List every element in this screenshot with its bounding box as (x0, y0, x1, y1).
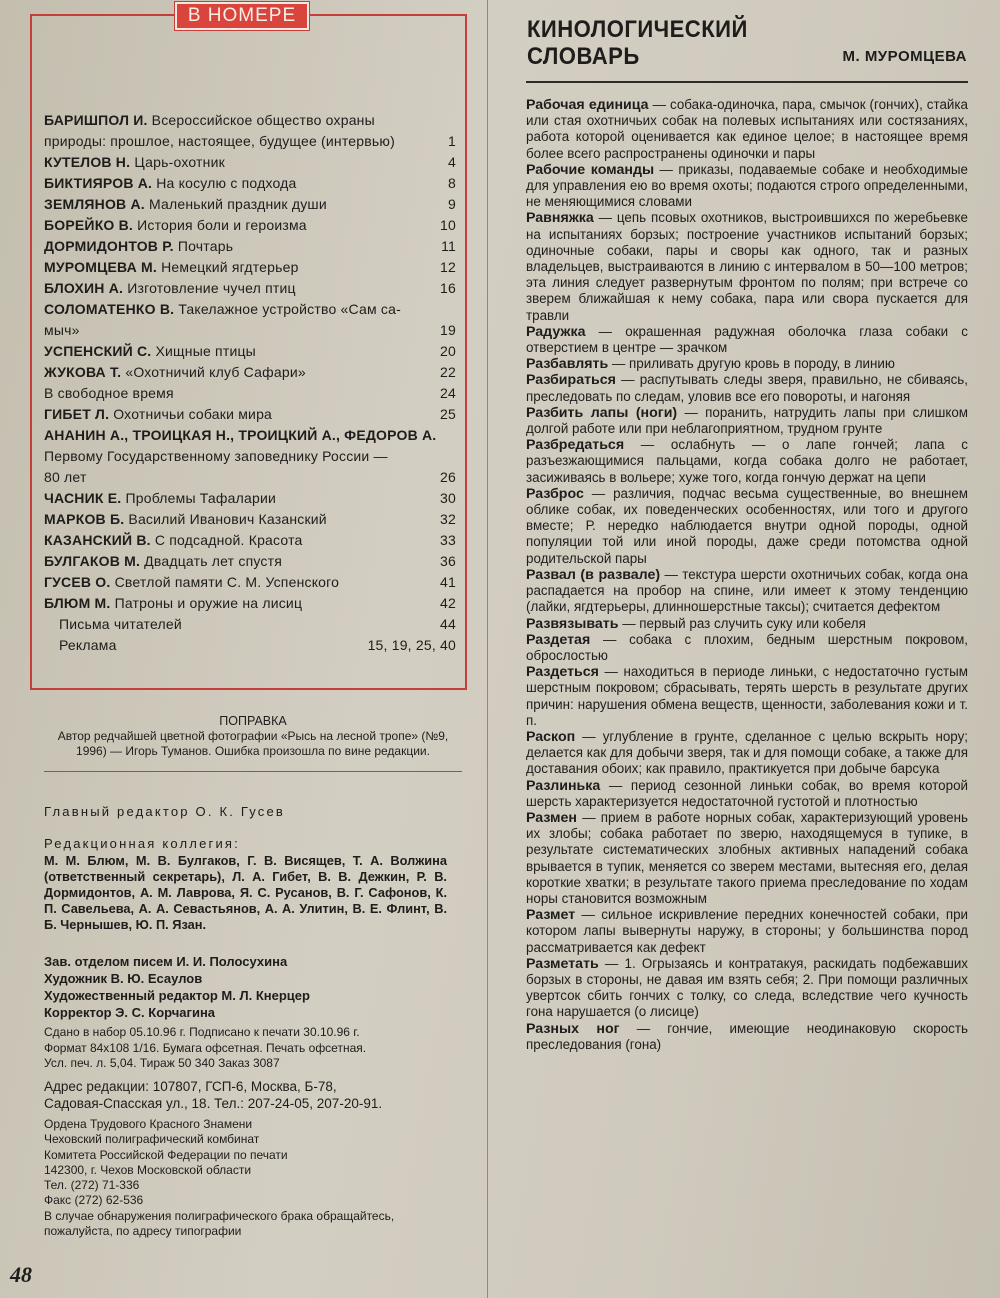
dictionary-entry (526, 437, 968, 486)
entry-term: Разлинька (526, 777, 601, 794)
staff-line: Художественный редактор М. Л. Кнерцер (44, 988, 310, 1003)
board-members: М. М. Блюм, М. В. Булгаков, Г. В. Висящев, Т. А. Волжина (ответственный секретарь), Л. А. Гибет, В. В. Дежкин, Р. В. Дормидонтов, А. М. Лаврова, Я. С. Русанов, В. Г. Сафонов, К. П. Савельева, А. А. Севастьянов, А. А. Улитин, В. Е. Флинт, В. Б. Чернышев, Ю. П. Язан. (44, 853, 447, 932)
toc-entry (44, 173, 456, 194)
correction-text: Автор редчайшей цветной фотографии «Рысь на лесной тропе» (№9, 1996) — Игорь Туманов. Ошибка произошла по вине редакции. (57, 729, 449, 758)
toc-entry (44, 215, 456, 236)
address-line: Садовая-Спасская ул., 18. Тел.: 207-24-05, 207-20-91. (44, 1096, 383, 1111)
toc-author: ЧАСНИК Е. (44, 490, 122, 506)
dictionary-entry (526, 210, 968, 323)
entry-term: Разбредаться (526, 437, 625, 454)
toc-entry (44, 509, 456, 530)
printer-line: 142300, г. Чехов Московской области (44, 1162, 252, 1177)
entry-term: Радужка (526, 323, 586, 340)
toc-page-number: 26 (440, 469, 456, 485)
entry-definition: — прием в работе норных собак, характеризующий уровень их злобы; собака работает по зверю, находящемуся в тупике, в результате систематических злобных активных нападений собака врывается в тупик, меняется со зверем местами, вытесняя его, делая короткие хватки; в результате такого приема преследование по ходам норы становится возможным (526, 809, 968, 906)
article-title-line: КИНОЛОГИЧЕСКИЙ (527, 16, 748, 43)
chief-editor: Главный редактор О. К. Гусев (44, 804, 286, 819)
toc-entry (44, 299, 456, 320)
editorial-address (44, 1078, 462, 1112)
toc-author: МАРКОВ Б. (44, 511, 125, 527)
printer-line: Факс (272) 62-536 (44, 1193, 144, 1208)
toc-title: Всероссийское общество охраны (151, 112, 375, 128)
board-heading: Редакционная коллегия: (44, 836, 240, 851)
toc-page-number: 41 (440, 574, 456, 590)
entry-term: Разброс (526, 485, 584, 502)
entry-term: Размет (526, 907, 576, 924)
toc-title: Охотничьи собаки мира (113, 406, 273, 422)
entry-term: Раздетая (526, 631, 591, 648)
dictionary-entry (526, 632, 968, 664)
dictionary-entry (526, 162, 968, 211)
printer-line: Чеховский полиграфический комбинат (44, 1132, 260, 1147)
printer-line: Комитета Российской Федерации по печати (44, 1147, 288, 1162)
toc-title: Маленький праздник души (148, 196, 327, 212)
entry-definition: — первый раз случить суку или кобеля (618, 615, 866, 631)
printer-line: Ордена Трудового Красного Знамени (44, 1117, 253, 1131)
toc-author: БУЛГАКОВ М. (44, 553, 141, 569)
entry-definition: — собака-одиночка, пара, смычок (гончих), стайка или стая охотничьих собак на полевых испытаниях или состязаниях, работа которой оценивается как единое целое; в настоящее время более всего распространены одиночки и пары (526, 97, 968, 161)
dictionary-entry (526, 567, 968, 616)
entry-definition: — период сезонной линьки собак, во время которой шерсть характеризуется недостаточной густотой и плотностью (526, 777, 968, 809)
toc-author: БОРЕЙКО В. (44, 217, 134, 233)
staff-line: Корректор Э. С. Корчагина (44, 1005, 216, 1020)
entry-definition: — различия, подчас весьма существенные, во внешнем облике собак, их поведенческих особенностях, или того и другого вместе; Р. нередко наблюдается внутри одной породы, одной популяции той или иной породы, даже среди потомства одной родительской пары (526, 485, 968, 566)
dictionary-entry (526, 372, 968, 404)
toc-page-number: 20 (440, 343, 456, 359)
toc-page-number: 1 (448, 133, 456, 149)
entry-term: Равняжка (526, 210, 594, 227)
address-line: Адрес редакции: 107807, ГСП-6, Москва, Б-78, (44, 1079, 337, 1094)
entry-definition: — окрашенная радужная оболочка глаза собаки с отверстием в центре — зрачком (526, 323, 968, 356)
printer-line: Тел. (272) 71-336 (44, 1178, 140, 1193)
toc-page-number: 42 (440, 595, 456, 611)
print-line: Формат 84x108 1/16. Бумага офсетная. Печать офсетная. (44, 1040, 367, 1055)
toc-entry (44, 467, 456, 488)
toc-entry (44, 236, 456, 257)
entry-definition: — углубление в грунте, сделанное с целью вскрыть нору; делается как для добычи зверя, так и для помощи собаке, а также для доставания обоих; как правило, практикуется при добыче барсука (526, 728, 968, 777)
toc-title: Первому Государственному заповеднику России — (44, 448, 388, 464)
toc-author: АНАНИН А., ТРОИЦКАЯ Н., ТРОИЦКИЙ А., ФЕДОРОВ А. (44, 427, 437, 443)
toc-page-number: 11 (441, 238, 456, 254)
toc-entry (44, 152, 456, 173)
toc-title: На косулю с подхода (156, 175, 297, 191)
toc-entry (44, 404, 456, 425)
toc-title: С подсадной. Красота (154, 532, 303, 548)
toc-title: Патроны и оружие на лисиц (114, 595, 303, 611)
toc-title: Хищные птицы (155, 343, 256, 359)
entry-term: Разбить лапы (ноги) (526, 404, 678, 421)
toc-author: ЗЕМЛЯНОВ А. (44, 196, 145, 212)
entry-term: Разных ног (526, 1020, 620, 1037)
entry-term: Раскоп (526, 728, 576, 745)
dictionary-entry (526, 1021, 968, 1053)
table-of-contents (44, 110, 456, 656)
toc-page-number: 8 (448, 175, 456, 191)
dictionary-entry (526, 664, 968, 729)
entry-term: Раздеться (526, 664, 599, 681)
dictionary-entry (526, 616, 968, 632)
toc-title: Изготовление чучел птиц (127, 280, 296, 296)
toc-page-number: 32 (440, 511, 456, 527)
staff-list (44, 953, 462, 1021)
staff-line: Зав. отделом писем И. И. Полосухина (44, 954, 288, 969)
toc-page-number: 12 (440, 259, 456, 275)
entry-term: Размен (526, 809, 577, 826)
toc-page-number: 10 (440, 217, 456, 233)
dictionary-entry (526, 324, 968, 356)
toc-page-number: 36 (440, 553, 456, 569)
dictionary-entry (526, 405, 968, 437)
entry-definition: — собака с плохим, бедным шерстным покровом, оброслостью (526, 631, 968, 663)
toc-title: Проблемы Тафаларии (125, 490, 277, 506)
toc-author: МУРОМЦЕВА М. (44, 259, 158, 275)
toc-entry (44, 257, 456, 278)
toc-entry (44, 194, 456, 215)
toc-author: КАЗАНСКИЙ В. (44, 532, 151, 548)
print-info (44, 1025, 462, 1072)
entry-term: Рабочие команды (526, 161, 655, 178)
page-number: 48 (10, 1262, 32, 1287)
correction-heading: ПОПРАВКА (219, 714, 287, 728)
toc-entry (44, 593, 456, 614)
printer-info (44, 1117, 462, 1239)
entry-definition: — 1. Огрызаясь и контратакуя, раскидать подбежавших борзых в стороны, не давая им взять себя; 2. При помощи различных увертсок сбить гончих с толку, со следа, вследствие чего кучность гона нарушается (о лисице) (526, 955, 968, 1020)
toc-author: ДОРМИДОНТОВ Р. (44, 238, 174, 254)
toc-page-number: 22 (440, 364, 456, 380)
toc-title: «Охотничий клуб Сафари» (125, 364, 306, 380)
toc-title: Такелажное устройство «Сам са- (178, 301, 401, 317)
dictionary-entry (526, 97, 968, 162)
toc-author: БИКТИЯРОВ А. (44, 175, 153, 191)
entry-definition: — находиться в периоде линьки, с недостаточно густым шерстным покровом; сбрасывать, терять шерсть в результате других причин: нарушения обмена веществ, щенности, заболевания кожи и т. п. (526, 664, 968, 728)
article-title-line: СЛОВАРЬ (527, 43, 640, 70)
toc-title: Письма читателей (59, 616, 182, 632)
toc-entry (44, 488, 456, 509)
toc-entry (44, 362, 456, 383)
entry-definition: — цепь псовых охотников, выстроившихся по жеребьевке на испытаниях борзых; построение участников испытаний борзых; одиночные собаки, пары и своры как одного, так и разных владельцев, выстраиваются в линию с интервалом в 50—100 метров; эта линия следует развернутым фронтом по полям; при встрече со зверем ближайшая к нему собака, пара или свора пускается для травли (526, 210, 968, 323)
toc-title: Царь-охотник (134, 154, 225, 170)
toc-title: Почтарь (177, 238, 234, 254)
toc-entry (44, 551, 456, 572)
toc-title: Реклама (59, 637, 117, 653)
entry-definition: — ослабнуть — о лапе гончей; лапа с разъезжающимися пальцами, когда собака долго не работает, засиживаясь в вольере; хуже того, когда гончую держат на цепи (526, 437, 968, 485)
toc-title: природы: прошлое, настоящее, будущее (интервью) (44, 133, 395, 149)
toc-title: мыч» (44, 322, 80, 338)
entry-definition: — приливать другую кровь в породу, в линию (608, 356, 895, 372)
entry-term: Разбавлять (526, 356, 609, 373)
dictionary-entry (526, 778, 968, 810)
toc-entry (44, 110, 456, 131)
toc-title: Двадцать лет спустя (144, 553, 282, 569)
toc-page-number: 33 (440, 532, 456, 548)
toc-page-number: 16 (440, 280, 456, 296)
toc-page-number: 4 (448, 154, 456, 170)
toc-entry (44, 530, 456, 551)
toc-heading: В НОМЕРЕ (175, 2, 309, 30)
entry-term: Развязывать (526, 615, 619, 632)
entry-definition: — распутывать следы зверя, правильно, не сбиваясь, преследовать по следам, уловив все его повороты, и нагоняя (526, 372, 968, 404)
article-title (527, 16, 748, 70)
dictionary-entry (526, 729, 968, 778)
entry-definition: — приказы, подаваемые собаке и необходимые для управления ею во время охоты; подаются строго определенными, не меняющимися словами (526, 161, 968, 210)
entry-term: Разбираться (526, 372, 616, 389)
toc-page-number: 44 (440, 616, 456, 632)
toc-entry (44, 572, 456, 593)
toc-title: 80 лет (44, 469, 87, 485)
article-author: М. МУРОМЦЕВА (842, 48, 967, 65)
dictionary-entry (526, 356, 968, 372)
dictionary-entry (526, 907, 968, 956)
entry-definition: — сильное искривление передних конечностей собаки, при котором лапы вывернуты наружу, в стороны; у большинства пород рассматривается как дефект (526, 907, 968, 955)
entry-term: Разметать (526, 955, 599, 972)
dictionary-entry (526, 486, 968, 567)
entry-term: Развал (в развале) (526, 566, 661, 583)
dictionary-entry (526, 810, 968, 907)
toc-author: УСПЕНСКИЙ С. (44, 343, 152, 359)
toc-entry (44, 446, 456, 467)
toc-entry (44, 383, 456, 404)
entry-term: Рабочая единица (526, 97, 649, 113)
toc-entry (44, 131, 456, 152)
toc-page-number: 19 (440, 322, 456, 338)
toc-title: В свободное время (44, 385, 174, 401)
toc-author: БЛОХИН А. (44, 280, 124, 296)
print-line: Усл. печ. л. 5,04. Тираж 50 340 Заказ 3087 (44, 1056, 280, 1070)
toc-page-number: 15, 19, 25, 40 (367, 637, 456, 653)
toc-entry (44, 635, 456, 656)
entry-definition: — текстура шерсти охотничьих собак, когда она распадается на пробор на спине, или имеет к этому тенденцию (лайки, ягдтерьеры, длинношерстные таксы); считается дефектом (526, 566, 968, 615)
toc-author: КУТЕЛОВ Н. (44, 154, 131, 170)
toc-page-number: 30 (440, 490, 456, 506)
toc-title: Василий Иванович Казанский (128, 511, 327, 527)
toc-author: ГИБЕТ Л. (44, 406, 110, 422)
toc-author: СОЛОМАТЕНКО В. (44, 301, 175, 317)
toc-author: БАРИШПОЛ И. (44, 112, 148, 128)
entry-definition: — гончие, имеющие неодинаковую скорость преследования (гона) (526, 1020, 968, 1052)
toc-author: ЖУКОВА Т. (44, 364, 122, 380)
dictionary-entry (526, 956, 968, 1021)
toc-title: Светлой памяти С. М. Успенского (114, 574, 340, 590)
toc-author: БЛЮМ М. (44, 595, 111, 611)
staff-line: Художник В. Ю. Есаулов (44, 971, 203, 986)
toc-author: ГУСЕВ О. (44, 574, 111, 590)
toc-page-number: 9 (448, 196, 456, 212)
toc-entry (44, 425, 456, 446)
toc-page-number: 24 (440, 385, 456, 401)
title-rule (526, 81, 968, 83)
toc-entry (44, 341, 456, 362)
toc-entry (44, 278, 456, 299)
toc-title: История боли и героизма (137, 217, 307, 233)
toc-entry (44, 614, 456, 635)
print-line: Сдано в набор 05.10.96 г. Подписано к печати 30.10.96 г. (44, 1025, 360, 1039)
dictionary-entries (526, 97, 968, 1053)
correction-rule (44, 771, 462, 772)
toc-title: Немецкий ягдтерьер (161, 259, 299, 275)
toc-entry (44, 320, 456, 341)
printer-line: В случае обнаружения полиграфического брака обращайтесь, пожалуйста, по адресу типографии (44, 1208, 395, 1239)
toc-page-number: 25 (440, 406, 456, 422)
entry-definition: — поранить, натрудить лапы при слишком долгой работе или при неблагоприятном, трудном грунте (526, 404, 968, 437)
column-divider (487, 0, 488, 1298)
